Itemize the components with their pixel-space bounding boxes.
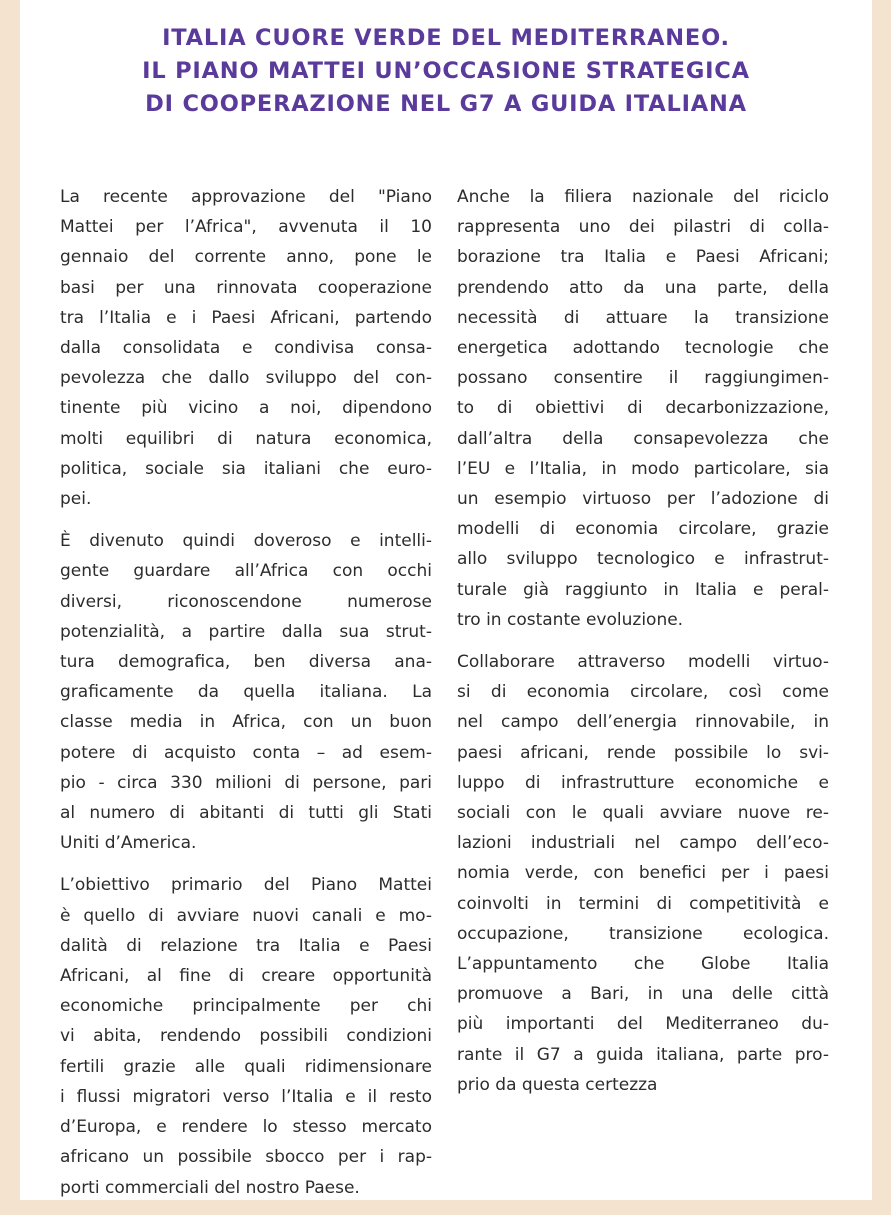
text-line: luppo di infrastrutture economiche e [457, 772, 829, 793]
text-line: rappresenta uno dei pilastri di colla- [457, 217, 829, 238]
text-line: sociali con le quali avviare nuove re- [457, 803, 829, 824]
text-line: al numero di abitanti di tutti gli Stati [60, 803, 432, 824]
article-page [20, 0, 872, 1200]
text-line: classe media in Africa, con un buon [60, 712, 432, 733]
text-line: più importanti del Mediterraneo du- [457, 1014, 829, 1035]
text-line: lazioni industriali nel campo dell’eco- [457, 833, 829, 854]
text-line: gennaio del corrente anno, pone le [60, 247, 432, 268]
paragraph [457, 647, 829, 1100]
text-line: politica, sociale sia italiani che euro- [60, 458, 432, 479]
text-line: prendendo atto da una parte, della [457, 277, 829, 298]
text-line: d’Europa, e rendere lo stesso mercato [60, 1117, 432, 1138]
text-line: necessità di attuare la transizione [457, 307, 829, 328]
text-line: porti commerciali del nostro Paese. [60, 1177, 360, 1198]
text-line: La recente approvazione del "Piano [60, 187, 432, 207]
text-line: dalità di relazione tra Italia e Paesi [60, 935, 432, 956]
text-line: L’obiettivo primario del Piano Mattei [60, 875, 432, 896]
text-line: vi abita, rendendo possibili condizioni [60, 1026, 432, 1047]
text-line: basi per una rinnovata cooperazione [60, 277, 432, 298]
text-line: coinvolti in termini di competitività e [457, 893, 829, 914]
paragraph [457, 182, 829, 635]
title-line: ITALIA CUORE VERDE DEL MEDITERRANEO. [162, 25, 730, 51]
text-line: gente guardare all’Africa con occhi [60, 561, 432, 582]
title-line: IL PIANO MATTEI UN’OCCASIONE STRATEGICA [142, 58, 750, 84]
text-line: tro in costante evoluzione. [457, 609, 684, 630]
left-text-column [60, 182, 432, 1215]
text-line: energetica adottando tecnologie che [457, 338, 829, 359]
text-line: Uniti d’America. [60, 833, 197, 854]
article-title [20, 22, 872, 121]
text-line: modelli di economia circolare, grazie [457, 519, 829, 540]
text-line: tura demografica, ben diversa ana- [60, 652, 432, 673]
text-line: pio - circa 330 milioni di persone, pari [60, 772, 432, 793]
text-line: nel campo dell’energia rinnovabile, in [457, 712, 829, 733]
text-line: Collaborare attraverso modelli virtuo- [457, 652, 829, 673]
text-line: occupazione, transizione ecologica. [457, 923, 829, 944]
text-line: pevolezza che dallo sviluppo del con- [60, 368, 432, 389]
text-line: pei. [60, 489, 92, 510]
text-line: fertili grazie alle quali ridimensionare [60, 1056, 432, 1077]
text-line: Africani, al fine di creare opportunità [60, 966, 432, 987]
text-line: i flussi migratori verso l’Italia e il resto [60, 1086, 432, 1107]
text-line: potenzialità, a partire dalla sua strut- [60, 621, 432, 642]
paragraph [60, 182, 432, 514]
text-line: to di obiettivi di decarbonizzazione, [457, 398, 829, 419]
text-line: tra l’Italia e i Paesi Africani, partendo [60, 307, 432, 328]
right-text-column [457, 182, 829, 1112]
text-line: graficamente da quella italiana. La [60, 682, 432, 703]
text-line: è quello di avviare nuovi canali e mo- [60, 905, 432, 926]
text-line: È divenuto quindi doveroso e intelli- [60, 531, 432, 552]
text-line: l’EU e l’Italia, in modo particolare, sia [457, 458, 829, 479]
text-line: paesi africani, rende possibile lo svi- [457, 742, 829, 763]
text-line: si di economia circolare, così come [457, 682, 829, 703]
text-line: possano consentire il raggiungimen- [457, 368, 829, 389]
text-line: nomia verde, con benefici per i paesi [457, 863, 829, 884]
text-line: africano un possibile sbocco per i rap- [60, 1147, 432, 1168]
paragraph [60, 526, 432, 858]
text-line: rante il G7 a guida italiana, parte pro- [457, 1044, 829, 1065]
paragraph [60, 870, 432, 1202]
text-line: dalla consolidata e condivisa consa- [60, 338, 432, 359]
text-line: potere di acquisto conta – ad esem- [60, 742, 432, 763]
text-line: L’appuntamento che Globe Italia [457, 954, 829, 975]
text-line: dall’altra della consapevolezza che [457, 428, 829, 449]
text-line: economiche principalmente per chi [60, 996, 432, 1017]
text-line: molti equilibri di natura economica, [60, 428, 432, 449]
text-line: borazione tra Italia e Paesi Africani; [457, 247, 829, 268]
text-line: diversi, riconoscendone numerose [60, 591, 432, 612]
text-line: un esempio virtuoso per l’adozione di [457, 489, 829, 510]
title-line: DI COOPERAZIONE NEL G7 A GUIDA ITALIANA [145, 91, 747, 117]
text-line: prio da questa certezza [457, 1074, 658, 1095]
text-line: promuove a Bari, in una delle città [457, 984, 829, 1005]
text-line: turale già raggiunto in Italia e peral- [457, 579, 829, 600]
text-line: allo sviluppo tecnologico e infrastrut- [457, 549, 829, 570]
text-line: tinente più vicino a noi, dipendono [60, 398, 432, 419]
text-line: Mattei per l’Africa", avvenuta il 10 [60, 217, 432, 238]
text-line: Anche la filiera nazionale del riciclo [457, 187, 829, 207]
